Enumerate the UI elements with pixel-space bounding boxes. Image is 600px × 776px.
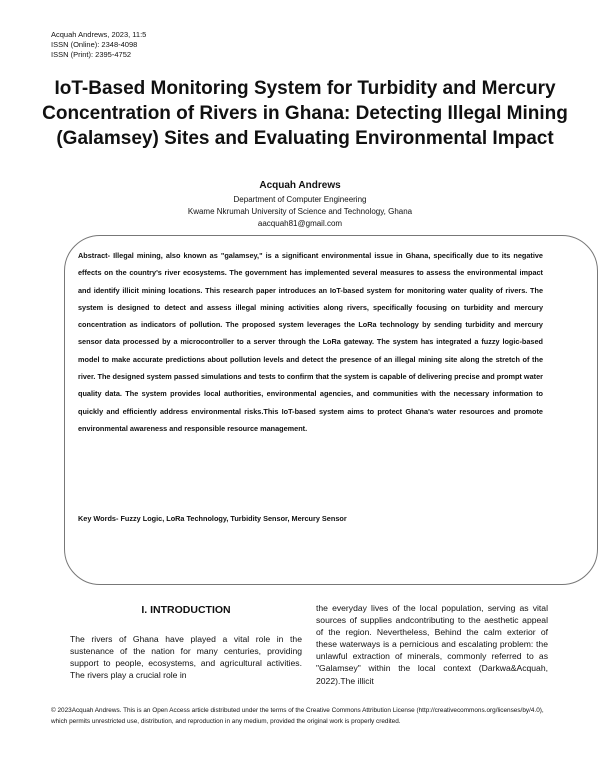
department: Department of Computer Engineering bbox=[233, 195, 367, 204]
intro-left-column: The rivers of Ghana have played a vital role in the sustenance of the nation for many centuries, providing support to people, ecosystems, and agricultural activities. The rivers play a crucial role in bbox=[70, 634, 302, 681]
author-email[interactable]: aacquah81@gmail.com bbox=[257, 219, 343, 228]
abstract-text: Abstract- Illegal mining, also known as "galamsey," is a significant environmental issue in Ghana, specifically due to its negative effects on the country's river ecosystems. The government has implemented several measures to assess the environmental impact and identify illicit mining locations. This research paper introduces an IoT-based system for monitoring water quality of rivers. The system is designed to detect and assess illegal mining activities along rivers, specifically focusing on turbidity and mercury concentration as indicators of pollution. The proposed system leverages the LoRa technology by sending turbidity and mercury sensor data processed by a microcontroller to a server through the LoRa gateway. The system has integrated a fuzzy logic-based model to make accurate predictions about pollution levels and detect the presence of an illegal mining site along the stretch of the river. The designed system passed simulations and tests to confirm that the system is capable of delivering precise and prompt water quality data. The system provides local authorities, environmental agencies, and communities with the necessary information to quickly and efficiently address environmental risks.This IoT-based system aims to protect Ghana's water resources and promote environmental awareness and responsible resource management. bbox=[78, 251, 543, 433]
keywords: Key Words- Fuzzy Logic, LoRa Technology, Turbidity Sensor, Mercury Sensor bbox=[78, 514, 347, 523]
paper-title: IoT-Based Monitoring System for Turbidity and Mercury Concentration of Rivers in Ghana: Detecting Illegal Mining (Galamsey) Sites and Evaluating Environmental Impact bbox=[42, 78, 568, 149]
issn-online: ISSN (Online): 2348-4098 bbox=[51, 40, 138, 49]
journal-meta bbox=[51, 30, 146, 60]
intro-right-column: the everyday lives of the local population, serving as vital sources of supplies andcontributing to the aesthetic appeal of the region. Nevertheless, Behind the calm exterior of these waterways is a pernicious and escalating problem: the unlawful extraction of minerals, commonly referred to as "Galamsey" within the local context (Darkwa&Acquah, 2022).The illicit bbox=[316, 603, 548, 686]
license-footer: © 2023Acquah Andrews. This is an Open Access article distributed under the terms of the Creative Commons Attribution License (http://creativecommons.org/licenses/by/4.0), which permits unrestricted use, distribution, and reproduction in any medium, provided the original work is properly credited. bbox=[51, 707, 544, 725]
author-affiliation bbox=[0, 194, 600, 230]
author-name: Acquah Andrews bbox=[259, 180, 341, 191]
university: Kwame Nkrumah University of Science and Technology, Ghana bbox=[187, 207, 413, 216]
issn-print: ISSN (Print): 2395-4752 bbox=[51, 50, 132, 59]
section-heading-introduction: I. INTRODUCTION bbox=[141, 604, 231, 616]
citation-line: Acquah Andrews, 2023, 11:5 bbox=[51, 30, 147, 39]
